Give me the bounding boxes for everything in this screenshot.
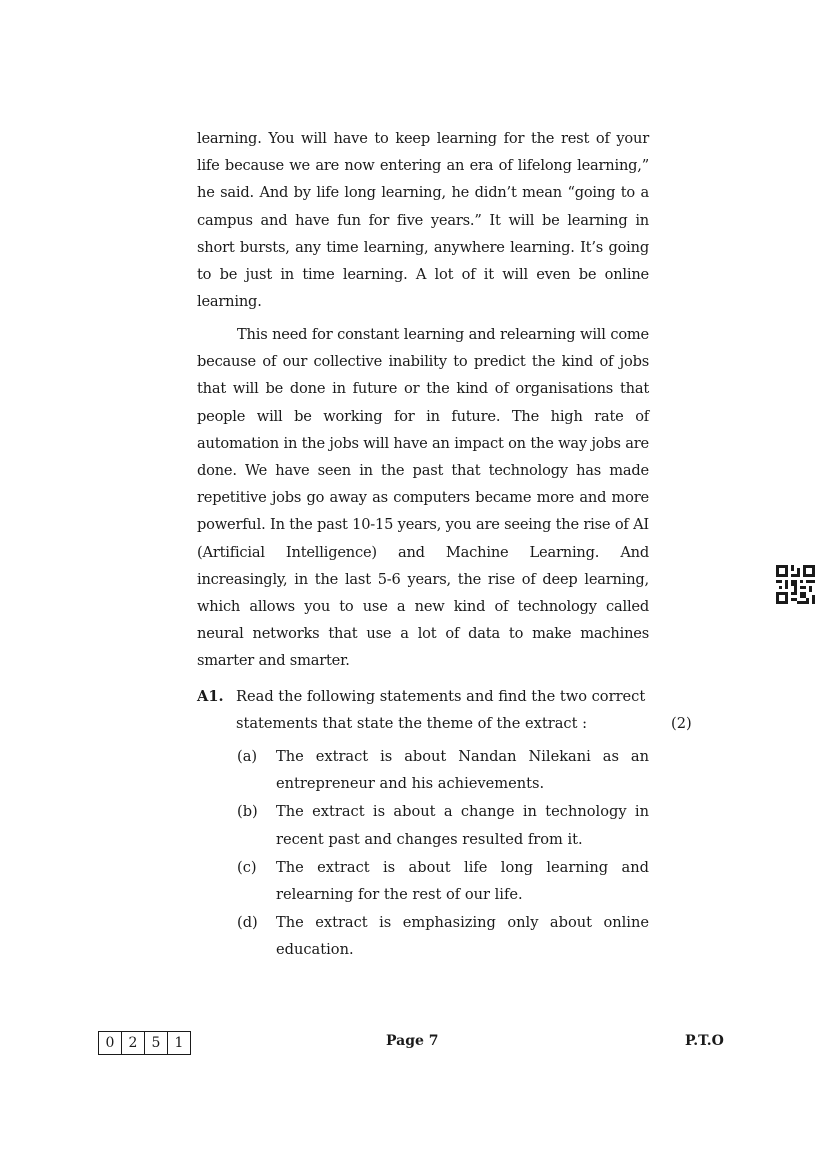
code-digit: 1 (174, 1035, 184, 1051)
option-letter: (d) (237, 914, 258, 932)
option-c (237, 854, 649, 908)
passage-paragraph-1: learning. You will have to keep learning for the rest of your life because we are now entering an era of lifelong learning,” he said. And by life long learning, he didn’t mean “going to a campus and have fun for five years.” It will be learning in short bursts, any time learning, anywhere learning. It’s going to be just in time learning. A lot of it will even be online learning. (197, 130, 649, 311)
option-letter: (b) (237, 803, 258, 821)
qr-code-icon (776, 565, 815, 604)
options-list (237, 743, 649, 965)
option-text: The extract is about Nandan Nilekani as an entrepreneur and his achievements. (276, 748, 649, 793)
option-letter: (a) (237, 748, 258, 765)
passage-paragraph-2: This need for constant learning and relearning will come because of our collective inability to predict the kind of jobs that will be done in future or the kind of organisations that people will be working for in future. The high rate of automation in the jobs will have an impact on the way jobs are done. We have seen in the past that technology has made repetitive jobs go away as computers became more and more powerful. In the past 10-15 years, you are seeing the rise of AI (Artificial Intelligence) and Machine Learning. And increasingly, in the last 5-6 years, the rise of deep learning, which allows you to use a new kind of technology called neural networks that use a lot of data to make machines smarter and smarter. (197, 326, 649, 670)
option-b (237, 798, 649, 852)
option-text: The extract is emphasizing only about online education. (276, 914, 649, 959)
paper-code-boxes (98, 1031, 191, 1055)
option-a (237, 743, 649, 797)
code-digit: 0 (99, 1032, 122, 1054)
option-letter: (c) (237, 858, 257, 876)
question-marks: (2) (671, 715, 692, 732)
pto-label: P.T.O (685, 1033, 724, 1049)
option-text: The extract is about life long learning and relearning for the rest of our life. (276, 858, 649, 904)
question-text: Read the following statements and find the two correct statements that state the theme of the extract : (236, 688, 646, 733)
code-digit: 2 (122, 1032, 145, 1054)
page-number: Page 7 (386, 1033, 439, 1049)
question-number: A1. (197, 688, 224, 705)
option-d (237, 909, 649, 963)
option-text: The extract is about a change in technology in recent past and changes resulted from it. (276, 803, 649, 848)
code-digit: 5 (145, 1032, 168, 1054)
